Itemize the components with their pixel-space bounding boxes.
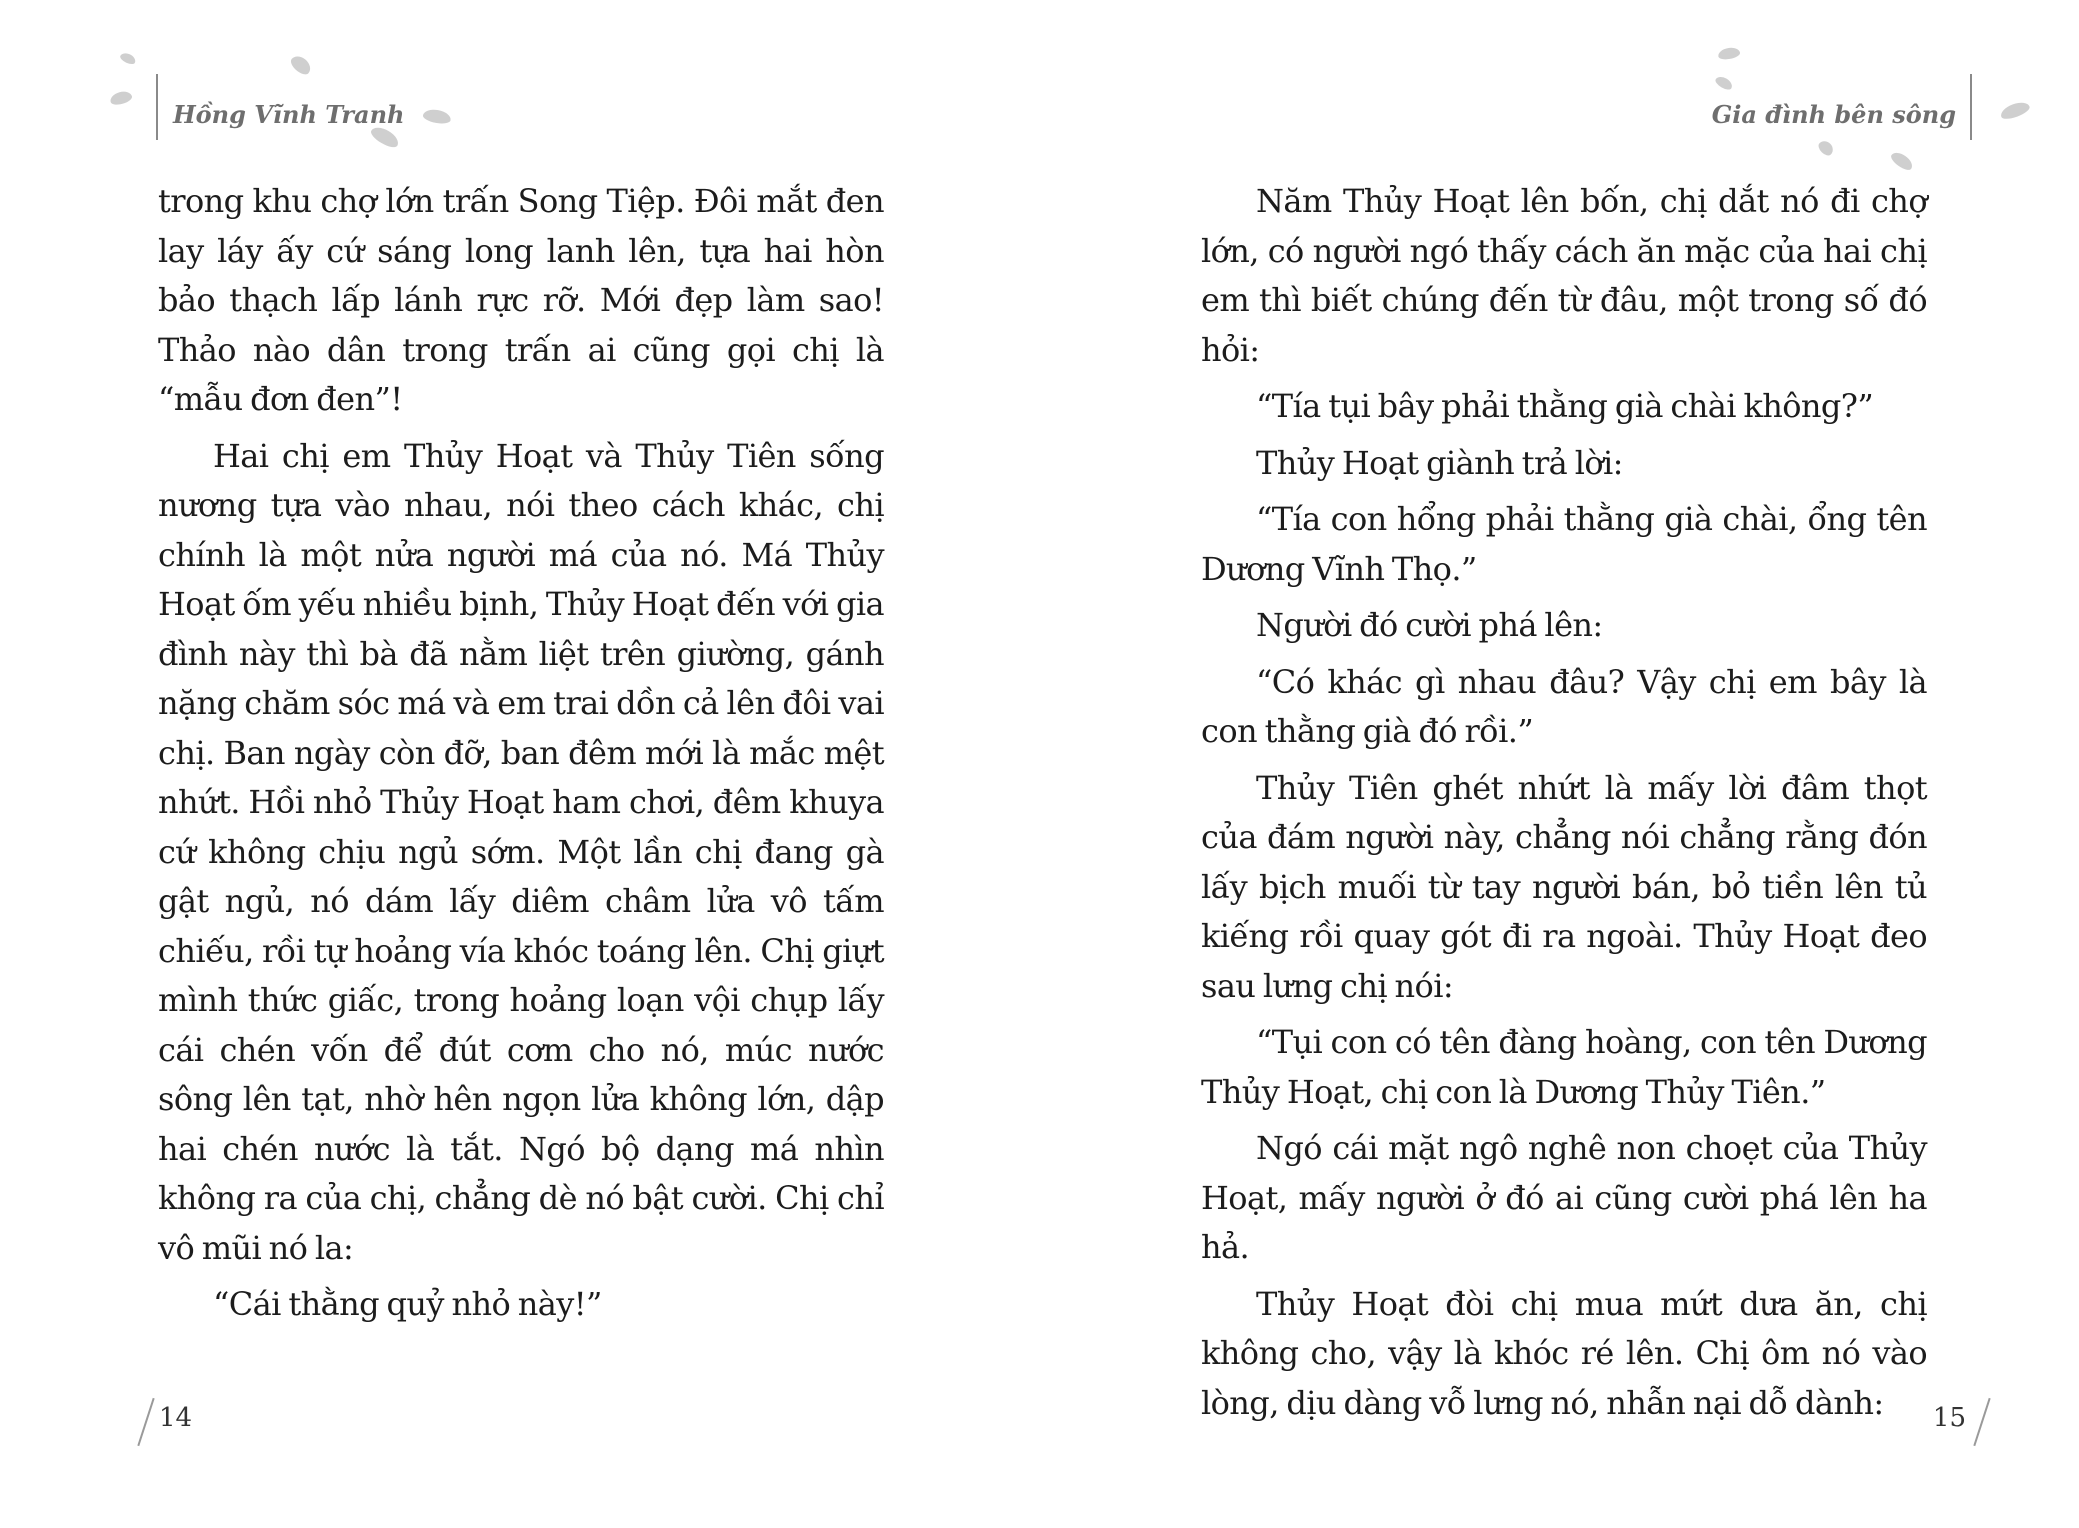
right-page [1040,0,2079,1528]
petal-decoration [1889,149,1916,173]
paragraph: Thủy Tiên ghét nhứt là mấy lời đâm thọt của đám người này, chẳng nói chẳng rằng đón lấy bịch muối từ tay người bán, bỏ tiền lên tủ kiếng rồi quay gót đi ra ngoài. Thủy Hoạt đeo sau lưng chị nói: [1201,768,1927,1005]
running-head-author: Hồng Vĩnh Tranh [173,100,405,129]
paragraph: Người đó cười phá lên: [1256,606,1603,644]
running-head-rule [156,74,158,140]
paragraph: “Có khác gì nhau đâu? Vậy chị em bây là con thằng già đó rồi.” [1201,662,1927,750]
paragraph: Năm Thủy Hoạt lên bốn, chị dắt nó đi chợ lớn, có người ngó thấy cách ăn mặc của hai chị em thì biết chúng đến từ đâu, một trong số đó hỏi: [1201,182,1927,369]
petal-decoration [119,51,137,66]
running-head-book-title: Gia đình bên sông [1711,100,1956,129]
page-number: 14 [159,1403,193,1433]
petal-decoration [109,89,133,106]
paragraph: “Tụi con có tên đàng hoàng, con tên Dương Thủy Hoạt, chị con là Dương Thủy Tiên.” [1201,1023,1927,1111]
paragraph: “Tía tụi bây phải thằng già chài không?” [1256,387,1874,425]
petal-decoration [288,53,314,78]
paragraph: “Cái thằng quỷ nhỏ này!” [213,1285,602,1323]
petal-decoration [1999,99,2032,121]
paragraph: “Tía con hổng phải thằng già chài, ổng tên Dương Vĩnh Thọ.” [1201,500,1927,588]
petal-decoration [1714,74,1735,92]
paragraph: Hai chị em Thủy Hoạt và Thủy Tiên sống nương tựa vào nhau, nói theo cách khác, chị chính là một nửa người má của nó. Má Thủy Hoạt ốm yếu nhiều bịnh, Thủy Hoạt đến với gia đình này thì bà đã nằm liệt trên giường, gánh nặng chăm sóc má và em trai dồn cả lên đôi vai chị. Ban ngày còn đỡ, ban đêm mới là mắc mệt nhứt. Hồi nhỏ Thủy Hoạt ham chơi, đêm khuya cứ không chịu ngủ sớm. Một lần chị đang gà gật ngủ, nó dám lấy diêm châm lửa vô tấm chiếu, rồi tự hoảng vía khóc toáng lên. Chị giựt mình thức giấc, trong hoảng loạn vội chụp lấy cái chén vốn để đút cơm cho nó, múc nước sông lên tạt, nhờ hên ngọn lửa không lớn, dập hai chén nước là tắt. Ngó bộ dạng má nhìn không ra của chị, chẳng dè nó bật cười. Chị chỉ vô mũi nó la: [158,436,884,1267]
right-page-body [1201,177,1927,1435]
paragraph: Thủy Hoạt giành trả lời: [1256,443,1623,482]
folio-slash [1973,1398,1990,1446]
page-number: 15 [1932,1403,1966,1433]
petal-decoration [1816,138,1836,158]
running-head-rule [1970,74,1972,140]
folio-slash [137,1398,154,1446]
petal-decoration [1717,46,1741,61]
petal-decoration [422,108,452,126]
left-page-body [158,177,884,1337]
paragraph: Thủy Hoạt đòi chị mua mứt dưa ăn, chị không cho, vậy là khóc ré lên. Chị ôm nó vào lòng, dịu dàng vỗ lưng nó, nhẫn nại dỗ dành: [1201,1284,1927,1422]
paragraph: trong khu chợ lớn trấn Song Tiệp. Đôi mắt đen lay láy ấy cứ sáng long lanh lên, tựa hai hòn bảo thạch lấp lánh rực rỡ. Mới đẹp làm sao! Thảo nào dân trong trấn ai cũng gọi chị là “mẫu đơn đen”! [158,182,884,418]
left-page [0,0,1039,1528]
paragraph: Ngó cái mặt ngô nghê non choẹt của Thủy Hoạt, mấy người ở đó ai cũng cười phá lên ha hả. [1201,1129,1927,1266]
